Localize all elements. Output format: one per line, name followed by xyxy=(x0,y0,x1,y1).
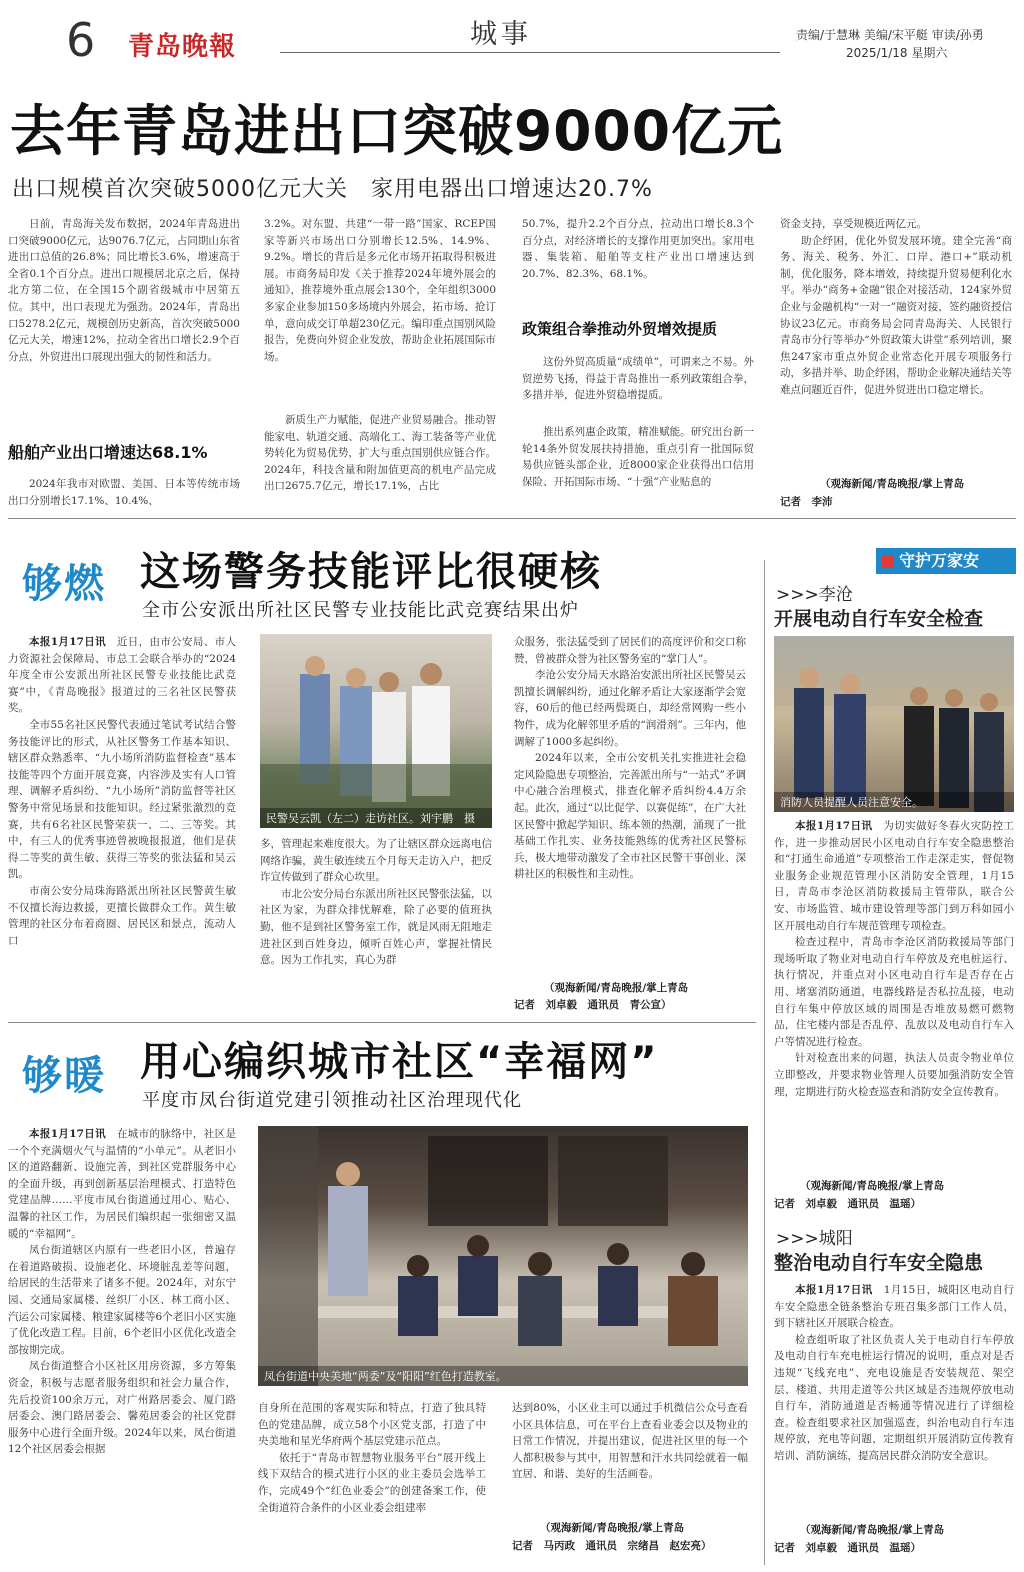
credits-line: 责编/于慧琳 美编/宋平艇 审读/孙勇 xyxy=(796,28,984,42)
paragraph: 这份外贸高质量“成绩单”，可谓来之不易。外贸逆势飞扬，得益于青岛推出一系列政策组合拳，多措并举，促进外贸稳增提质。 xyxy=(522,356,754,402)
sidebar-story2-title: 整治电动自行车安全隐患 xyxy=(774,1252,984,1274)
section-divider xyxy=(8,1022,756,1023)
sidebar-story2-reporter: 记者 刘卓毅 通讯员 温瑶） xyxy=(774,1542,921,1554)
guard-banner xyxy=(876,548,1016,574)
paragraph: 2024年以来，全市公安机关扎实推进社会稳定风险隐患专项整治，完善派出所与“一站式”矛调中心融合治理模式，排查化解矛盾纠纷4.4万余起。此次，通过“以比促学、以赛促练”，在广大社区民警中掀起学知识、练本领的热潮，涌现了一批基础工作扎实、业务技能熟练的优秀社区民警标兵，极大地带动激发了全市社区民警干事创业、深耕社区的积极性和主动性。 xyxy=(514,752,746,881)
community-col1 xyxy=(8,1126,236,1566)
police-headline: 这场警务技能评比很硬核 xyxy=(140,549,602,595)
paragraph: 全市55名社区民警代表通过笔试考试结合警务技能评比的形式，从社区警务工作基本知识、辖区群众熟悉率、“九小场所消防监督检查”基本技能等四个方面开展竞赛，内容涉及实有人口管理、调解矛盾纠纷、“九小场所”消防监督等社区警务中常见场景和技能知识。经过紧张激烈的竞赛，共有6名社区民警荣获一、二、三等奖。其中，有三人的优秀事迹曾被晚报报道，他们是获得二等奖的黄生敏、获得三等奖的张法猛和吴云凯。 xyxy=(8,718,236,881)
sidebar-photo-figures xyxy=(774,636,1014,812)
paragraph: 达到80%，小区业主可以通过手机微信公众号查看小区具体信息，可在平台上查看业委会以及物业的日常工作情况，并提出建议，促进社区里的每一个人都积极参与其中，用智慧和汗水共同绘就着一幅宜居、和谐、美好的生活画卷。 xyxy=(512,1402,748,1481)
top-article-col3b xyxy=(522,354,754,420)
police-photo-figures xyxy=(260,634,492,828)
sidebar-divider xyxy=(764,560,765,1565)
paragraph: 凤台街道辖区内原有一些老旧小区，普遍存在着道路破损、设施老化、环境脏乱差等问题，给居民的生活带来了诸多不便。2024年，对东宁园、交通局家属楼、丝织厂小区、林工商小区、汽运公司家属楼、粮建家属楼等6个老旧小区实施了优化改造工程。目前，6个老旧小区优化改造全部按期完成。 xyxy=(8,1244,236,1356)
sidebar-story1-location: >>>李沧 xyxy=(776,585,853,605)
headline: 去年青岛进出口突破9000亿元 xyxy=(10,99,784,163)
police-reporter: 记者 刘卓毅 通讯员 青公宣） xyxy=(514,999,672,1011)
dateline: 本报1月17日讯 xyxy=(29,1128,106,1140)
dateline: 本报1月17日讯 xyxy=(795,1284,873,1296)
sidebar-story2-byline: （观海新闻/青岛晚报/掌上青岛 xyxy=(800,1524,945,1536)
sidebar-story1-reporter: 记者 刘卓毅 通讯员 温瑶） xyxy=(774,1198,921,1210)
paragraph: 资金支持，享受规模近两亿元。 xyxy=(780,218,927,230)
paragraph: 检查组听取了社区负责人关于电动自行车停放及电动自行车充电桩运行情况的说明，重点对是否违规“飞线充电”、充电设施是否安装规范、架空层、楼道、共用走道等公共区域是否违规停放电动自行车，消防通道是否畅通等情况进行了详细检查。检查组要求社区加强巡查，纠治电动自行车违规停放，充电等问题，定期组织开展消防宣传教育培训、消防演练，提高居民群众消防安全意识。 xyxy=(774,1333,1014,1462)
page-number: 6 xyxy=(66,13,96,67)
top-byline: （观海新闻/青岛晚报/掌上青岛 xyxy=(820,478,965,490)
section-divider xyxy=(8,518,1016,519)
police-col3 xyxy=(514,634,746,980)
paragraph: 凤台街道整合小区社区用房资源，多方筹集资金，积极与志愿者服务组织和社会力量合作，先后投资100余万元，对广州路居委会、厦门路居委会、澳门路居委会、馨苑居委会的社区党群服务中心进行全面升级。2024年以来，凤台街道12个社区居委会根据 xyxy=(8,1360,236,1456)
section-title: 城事 xyxy=(470,19,532,50)
paragraph: 市南公安分局珠海路派出所社区民警黄生敏不仅擅长海边救援，更擅长做群众工作。黄生敏管理的社区分布着商圈、居民区和景点，流动人口 xyxy=(8,884,236,947)
community-photo-classroom xyxy=(258,1126,748,1386)
sidebar-story2-body xyxy=(774,1282,1014,1522)
issue-date: 2025/1/18 星期六 xyxy=(846,46,948,60)
lead-text: 近日，由市公安局、市人力资源社会保障局、市总工会联合举办的“2024年度全市公安派出所社区民警专业技能比武竞赛”中，《青岛晚报》报道过的三名社区民警获奖。 xyxy=(8,636,236,715)
sidebar-photo-caption: 消防人员提醒人员注意安全。 xyxy=(774,792,1014,812)
paragraph: 2024年我市对欧盟、美国、日本等传统市场出口分别增长17.1%、10.4%、 xyxy=(8,478,240,507)
header-rule xyxy=(280,52,780,53)
lead-text: 在城市的脉络中，社区是一个个充满烟火气与温情的“小单元”。从老旧小区的道路翻新、设施完善，到社区党群服务中心的全面升级，再到创新基层治理模式、打造特色党建品牌……平度市凤台街道通过用心、贴心、温馨的社区工作，为居民们编织起一张细密又温暖的“幸福网”。 xyxy=(8,1128,236,1240)
sidebar-photo xyxy=(774,636,1014,812)
community-photo-caption: 凤台街道中央美地“两委”及“阳阳”红色打造教室。 xyxy=(258,1366,748,1386)
lead-text: 1月15日，城阳区电动自行车安全隐患全链条整治专班召集多部门工作人员，到下辖社区开展联合检查。 xyxy=(774,1284,1014,1330)
community-col2 xyxy=(258,1400,486,1566)
paragraph: 推出系列惠企政策，精准赋能。研究出台新一轮14条外贸发展扶持措施，重点引育一批国际贸易供应链头部企业，近8000家企业获得出口信用保险、开拓国际市场、“十强”产业贴息的 xyxy=(522,426,754,488)
paragraph: 检查过程中，青岛市李沧区消防救援局等部门现场听取了物业对电动自行车停放及充电桩运行、执行情况，并重点对小区电动自行车是否存在占用、堵塞消防通道，电器线路是否私拉乱接，电动自行车集中停放区域的周围是否堆放易燃可燃物品，住宅楼内部是否乱停、乱放以及电动自行车入户等情况进行检查。 xyxy=(774,936,1014,1048)
newspaper-logo: 青岛晚報 xyxy=(128,32,237,62)
top-article-col4 xyxy=(780,216,1012,476)
paragraph: 自身所在范围的客观实际和特点，打造了独具特色的党建品牌，成立58个小区党支部，打造了中央美地和星光华府两个基层党建示范点。 xyxy=(258,1402,486,1448)
top-reporter: 记者 李沛 xyxy=(780,496,833,508)
paragraph: 助企纾困，优化外贸发展环境。建全完善“商务、海关、税务、外汇、口岸、港口+”联动机制，优化服务，降本增效，持续提升贸易便利化水平。举办“商务+金融”银企对接活动，124家外贸企业与金融机构“一对一”融资对接，签约融资授信协议23亿元。市商务局会同青岛海关、人民银行青岛市分行等举办“外贸政策大讲堂”系列培训，聚焦247家市重点外贸企业常态化开展专项服务行动，多措并举、助企纾困，帮助企业解决通结关等难点问题近百件，促进外贸进出口稳定增长。 xyxy=(780,234,1012,396)
paragraph: 针对检查出来的问题，执法人员责令物业单位立即整改，并要求物业管理人员要加强消防安全管理，定期进行防火检查巡查和消防安全宣传教育。 xyxy=(774,1052,1014,1098)
police-col2 xyxy=(260,836,492,1014)
paragraph: 3.2%。对东盟、共建“一带一路”国家、RCEP国家等新兴市场出口分别增长12.5%、14.9%、9.2%。增长的背后是多元化市场开拓取得积极进展。市商务局印发《关于推荐2024年境外展会的通知》，推荐境外重点展会130个，全年组织3000多家企业参加150多场境内外展会，拓市场、抢订单，意向成交订单超230亿元。编印重点国别风险报告，免费向外贸企业发放，帮助企业拓展国际市场。 xyxy=(264,218,496,363)
top-col3-subhead: 政策组合拳推动外贸增效提质 xyxy=(522,320,718,338)
paragraph: 依托于“青岛市智慧物业服务平台”展开线上线下双结合的模式进行小区的业主委员会选举工作，完成49个“红色业委会”的创建备案工作，使全街道符合条件的小区业委会组建率 xyxy=(258,1451,486,1514)
top-col1-subhead: 船舶产业出口增速达68.1% xyxy=(8,443,208,462)
police-subtitle: 全市公安派出所社区民警专业技能比武竞赛结果出炉 xyxy=(142,600,579,621)
top-article-col3 xyxy=(522,216,754,300)
community-col3 xyxy=(512,1400,748,1518)
paragraph xyxy=(774,1282,1014,1332)
lead-text: 为切实做好冬春火灾防控工作，进一步推动居民小区电动自行车安全隐患整治和“打通生命通道”专项整治工作走深走实，督促物业服务企业规范管理小区消防安全管理，1月15日，青岛市李沧区消防救援局主管带队，联合公安、市场监管、城市建设管理等部门到万科如园小区开展电动自行车规范管理专项检查。 xyxy=(774,820,1014,932)
paragraph: 众服务，张法猛受到了居民们的高度评价和交口称赞，曾被群众誉为社区警务室的“掌门人”。 xyxy=(514,636,746,665)
dateline: 本报1月17日讯 xyxy=(795,820,873,832)
community-headline: 用心编织城市社区“幸福网” xyxy=(140,1039,659,1085)
editor-credits xyxy=(796,26,984,62)
community-photo xyxy=(258,1126,748,1386)
sidebar-story2-location: >>>城阳 xyxy=(776,1229,853,1249)
sidebar-story1-body xyxy=(774,818,1014,1178)
paragraph: 李沧公安分局天水路治安派出所社区民警吴云凯擅长调解纠纷，通过化解矛盾让大家逐渐学会宽容，60后的他已经两鬓斑白，却经常网购一些小物件，成为化解邻里矛盾的“润滑剂”。三年内，他调解了1000多起纠纷。 xyxy=(514,669,746,748)
community-byline: （观海新闻/青岛晚报/掌上青岛 xyxy=(540,1522,685,1534)
top-article-col2 xyxy=(264,216,496,412)
community-reporter: 记者 马丙政 通讯员 宗绪昌 赵宏亮） xyxy=(512,1540,712,1552)
police-photo-caption: 民警吴云凯（左二）走访社区。刘宇鹏 摄 xyxy=(260,808,492,828)
paragraph: 日前，青岛海关发布数据，2024年青岛进出口突破9000亿元，达9076.7亿元，占同期山东省进出口总值的26.8%；同比增长3.6%，增速高于全省0.1个百分点。进出口规模居北京之后，保持北方第二位，在全国15个副省级城市中居第五位。其中，出口表现尤为强劲。2024年，青岛出口5278.2亿元，规模创历史新高，首次突破5000亿元大关，增速12%，拉动全省出口增长2.9个百分点，外贸进出口展现出强大的韧性和活力。 xyxy=(8,218,240,363)
paragraph: 新质生产力赋能，促进产业贸易融合。推动智能家电、轨道交通、高端化工、海工装备等产业优势转化为贸易优势，扩大与重点国别供应链合作。2024年，科技含量和附加值更高的机电产品完成出口2675.7亿元，增长17.1%，占比 xyxy=(264,414,496,493)
top-article-col1 xyxy=(8,216,240,424)
paragraph xyxy=(774,818,1014,934)
banner-square-icon xyxy=(882,555,894,567)
community-tag: 够暖 xyxy=(22,1053,106,1099)
top-article-col2b xyxy=(264,412,496,510)
paragraph: 50.7%，提升2.2个百分点，拉动出口增长8.3个百分点，对经济增长的支撑作用更加突出。家用电器、集装箱、船舶等支柱产业出口增速达到20.7%、82.3%、68.1%。 xyxy=(522,218,754,280)
paragraph xyxy=(8,634,236,717)
police-tag: 够燃 xyxy=(22,561,106,607)
police-byline: （观海新闻/青岛晚报/掌上青岛 xyxy=(544,982,689,994)
paragraph xyxy=(8,1126,236,1242)
paragraph: 多，管理起来难度很大。为了让辖区群众远离电信网络诈骗，黄生敏连续五个月每天走访入户，把反诈宣传做到了群众心坎里。 xyxy=(260,838,492,884)
police-photo xyxy=(260,634,492,828)
top-article-col3c xyxy=(522,424,754,510)
headline-subtitle: 出口规模首次突破5000亿元大关 家用电器出口增速达20.7% xyxy=(12,177,653,202)
sidebar-story1-byline: （观海新闻/青岛晚报/掌上青岛 xyxy=(800,1180,945,1192)
paragraph: 市北公安分局台东派出所社区民警张法猛，以社区为家，为群众排忧解难，除了必要的值班执勤，他不是到社区警务室工作，就是风雨无阻地走进社区到百姓身边，倾听百姓心声，掌握社情民意。因为工作扎实，真心为群 xyxy=(260,887,492,967)
top-article-col1b xyxy=(8,476,240,510)
dateline: 本报1月17日讯 xyxy=(29,636,106,648)
police-col1 xyxy=(8,634,236,1014)
sidebar-story1-title: 开展电动自行车安全检查 xyxy=(774,608,984,630)
community-subtitle: 平度市凤台街道党建引领推动社区治理现代化 xyxy=(142,1090,522,1111)
banner-text: 守护万家安 xyxy=(899,551,980,570)
